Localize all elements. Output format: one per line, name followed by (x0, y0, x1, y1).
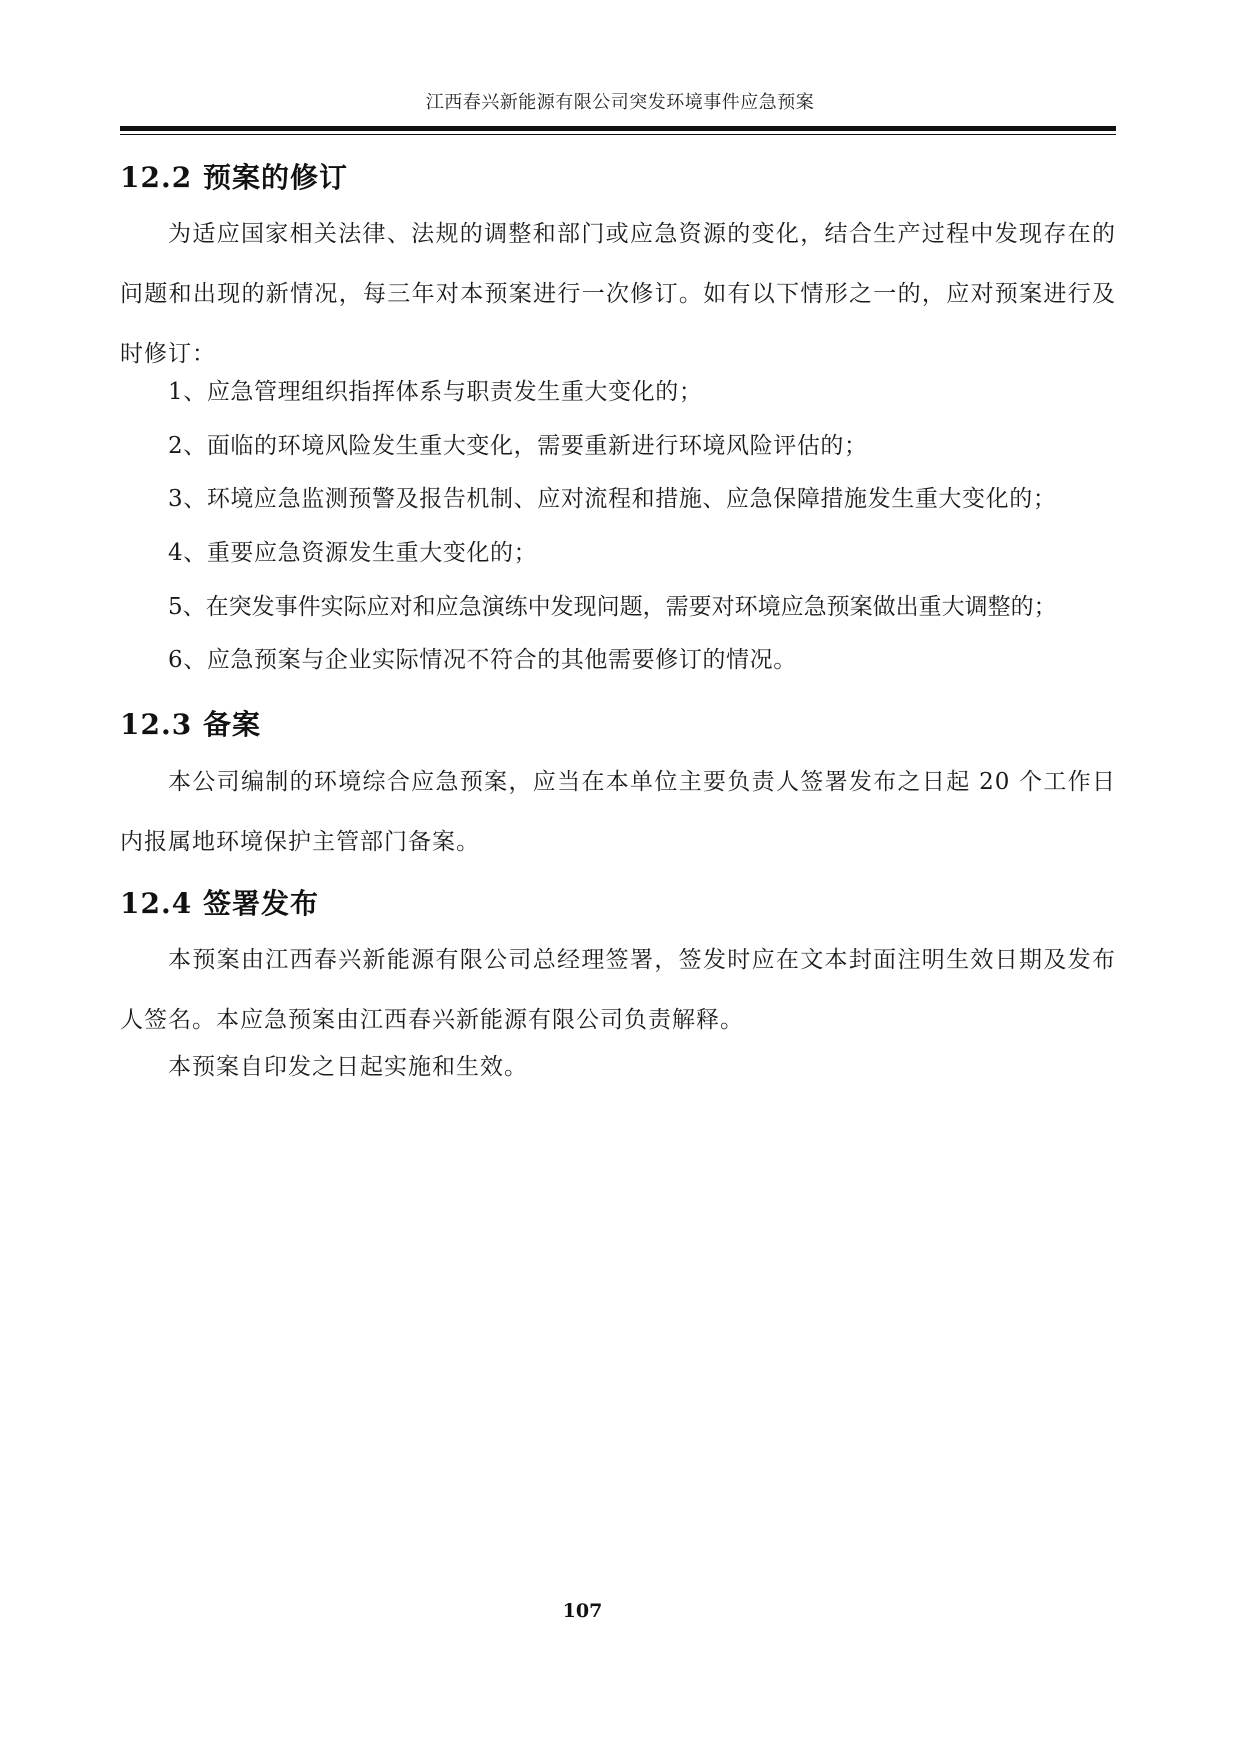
section-12-3-body: 本公司编制的环境综合应急预案，应当在本单位主要负责人签署发布之日起 20 个工作日内报属地环境保护主管部门备案。 (120, 769, 1116, 855)
section-heading-12-3: 12.3 备案 (120, 708, 261, 741)
revision-item-6: 6、应急预案与企业实际情况不符合的其他需要修订的情况。 (168, 647, 797, 673)
revision-item-4: 4、重要应急资源发生重大变化的； (168, 540, 538, 566)
section-12-4-body-2: 本预案自印发之日起实施和生效。 (168, 1054, 528, 1080)
header-rule-thin (120, 134, 1116, 135)
section-12-4-body-1: 本预案由江西春兴新能源有限公司总经理签署，签发时应在文本封面注明生效日期及发布人签名。本应急预案由江西春兴新能源有限公司负责解释。 (120, 947, 1116, 1033)
section-heading-12-2: 12.2 预案的修订 (120, 161, 348, 194)
page-number: 107 (562, 1600, 603, 1622)
section-heading-12-4: 12.4 签署发布 (120, 887, 319, 920)
revision-item-2: 2、面临的环境风险发生重大变化，需要重新进行环境风险评估的； (168, 433, 868, 459)
running-header-title: 江西春兴新能源有限公司突发环境事件应急预案 (425, 92, 815, 113)
header-rule-thick (120, 126, 1116, 131)
revision-item-5: 5、在突发事件实际应对和应急演练中发现问题，需要对环境应急预案做出重大调整的； (168, 594, 1057, 620)
revision-item-3: 3、环境应急监测预警及报告机制、应对流程和措施、应急保障措施发生重大变化的； (168, 486, 1057, 512)
section-12-2-intro: 为适应国家相关法律、法规的调整和部门或应急资源的变化，结合生产过程中发现存在的问题和出现的新情况，每三年对本预案进行一次修订。如有以下情形之一的，应对预案进行及时修订： (120, 221, 1116, 367)
revision-item-1: 1、应急管理组织指挥体系与职责发生重大变化的； (168, 379, 703, 405)
